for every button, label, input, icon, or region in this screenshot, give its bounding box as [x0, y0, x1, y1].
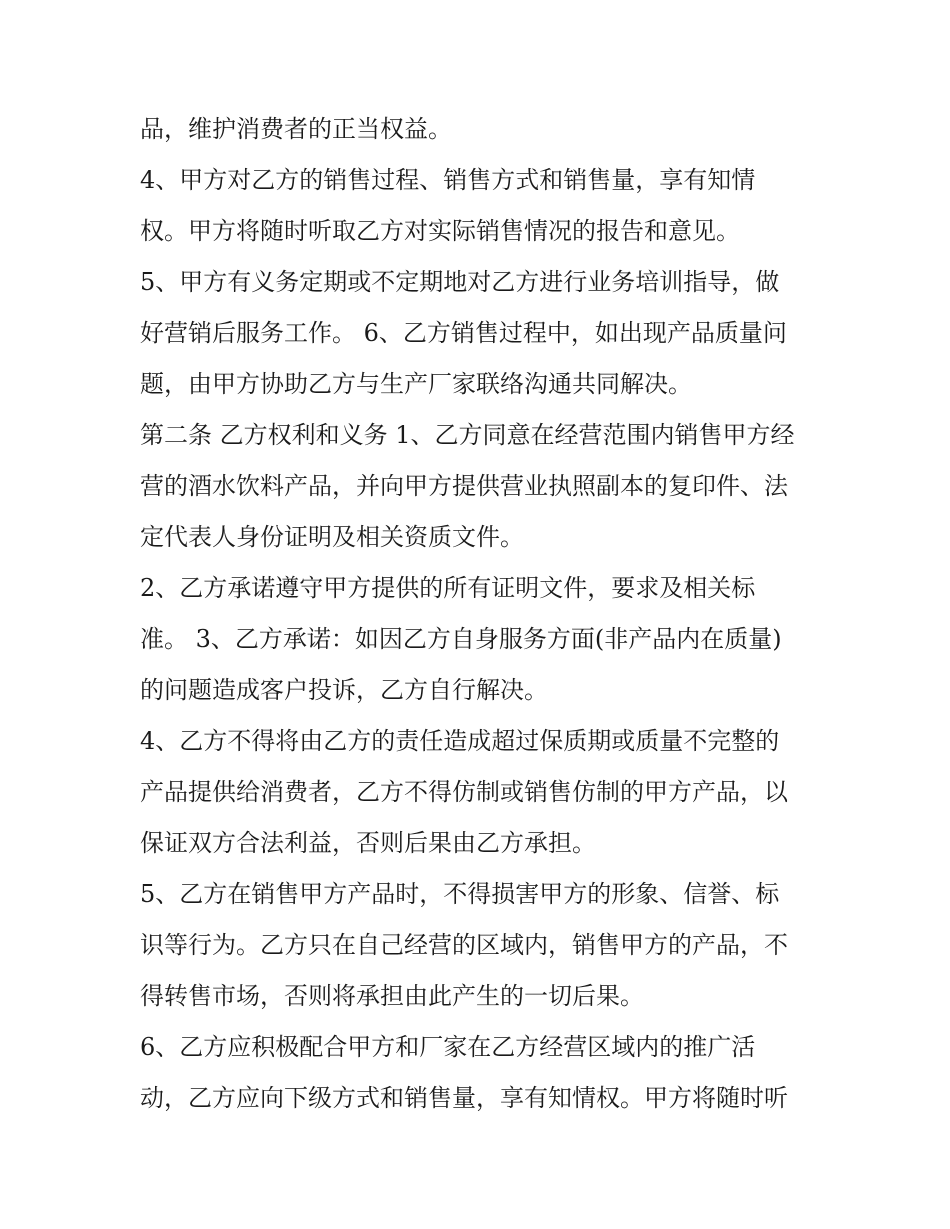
document-body [140, 104, 820, 1124]
text-line: 产品提供给消费者，乙方不得仿制或销售仿制的甲方产品，以 [140, 778, 788, 806]
text-line: 营的酒水饮料产品，并向甲方提供营业执照副本的复印件、法 [140, 472, 788, 500]
text-line: 动，乙方应向下级方式和销售量，享有知情权。甲方将随时听 [140, 1084, 788, 1112]
text-line: 第二条 乙方权利和义务 1、乙方同意在经营范围内销售甲方经 [140, 421, 795, 449]
text-line: 得转售市场，否则将承担由此产生的一切后果。 [140, 982, 644, 1010]
text-line: 4、甲方对乙方的销售过程、销售方式和销售量，享有知情 [140, 166, 756, 194]
text-line: 2、乙方承诺遵守甲方提供的所有证明文件，要求及相关标 [140, 574, 756, 602]
text-line: 4、乙方不得将由乙方的责任造成超过保质期或质量不完整的 [140, 727, 780, 755]
text-line: 保证双方合法利益，否则后果由乙方承担。 [140, 829, 596, 857]
text-line: 品，维护消费者的正当权益。 [140, 115, 452, 143]
text-line: 题，由甲方协助乙方与生产厂家联络沟通共同解决。 [140, 370, 692, 398]
text-line: 准。 3、乙方承诺：如因乙方自身服务方面(非产品内在质量) [140, 625, 782, 653]
text-line: 5、甲方有义务定期或不定期地对乙方进行业务培训指导，做 [140, 268, 780, 296]
text-line: 5、乙方在销售甲方产品时，不得损害甲方的形象、信誉、标 [140, 880, 780, 908]
text-line: 的问题造成客户投诉，乙方自行解决。 [140, 676, 548, 704]
text-line: 权。甲方将随时听取乙方对实际销售情况的报告和意见。 [140, 217, 740, 245]
text-line: 识等行为。乙方只在自己经营的区域内，销售甲方的产品，不 [140, 931, 788, 959]
text-line: 定代表人身份证明及相关资质文件。 [140, 523, 524, 551]
text-line: 6、乙方应积极配合甲方和厂家在乙方经营区域内的推广活 [140, 1033, 756, 1061]
text-line: 好营销后服务工作。 6、乙方销售过程中，如出现产品质量问 [140, 319, 787, 347]
